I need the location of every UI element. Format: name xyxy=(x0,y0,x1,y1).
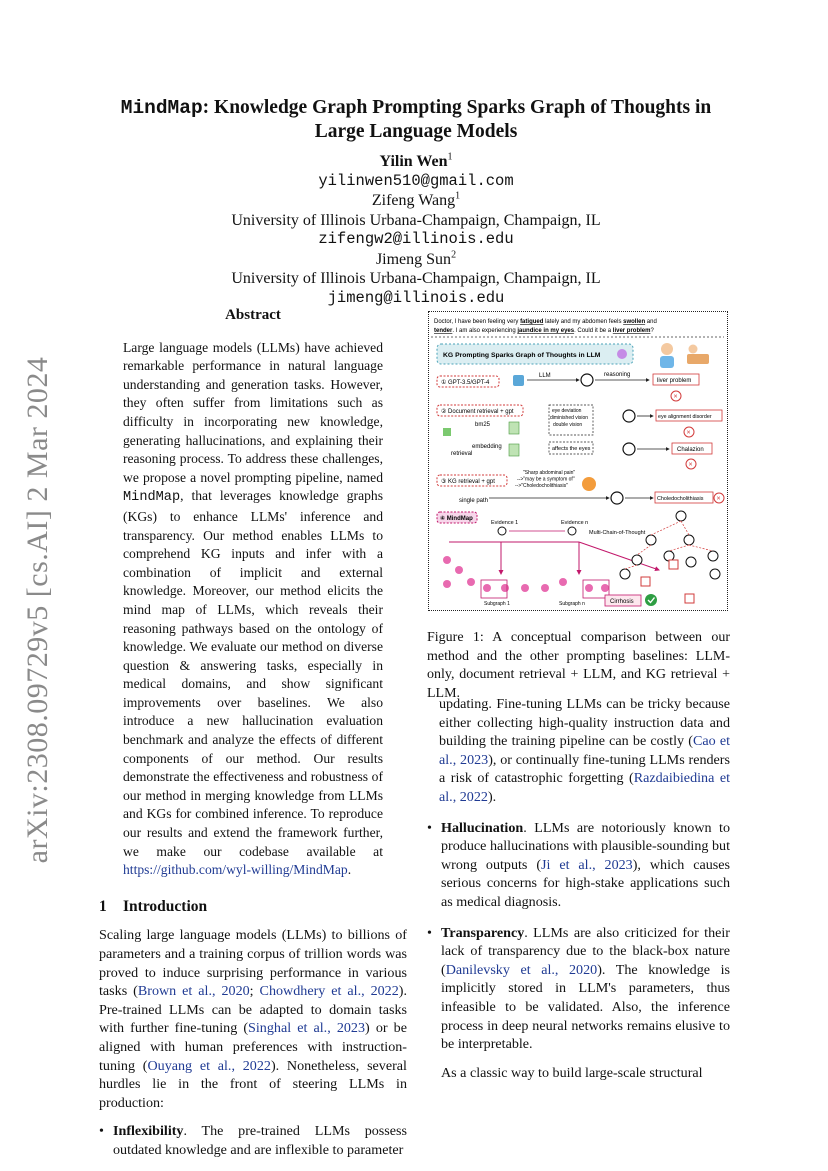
brain-icon xyxy=(617,349,627,359)
row2-label: ② Document retrieval + gpt xyxy=(441,409,514,415)
openai-icon xyxy=(623,443,635,455)
codebase-link[interactable]: https://github.com/wyl-willing/MindMap xyxy=(123,862,348,878)
abstract-body: Large language models (LLMs) have achieved remarkable performance in natural language understanding and generation tasks. However, they often suffer from limitations such as difficulty in incorporating new knowledge, generating hallucinations, and explaining their reasoning process. To address these challenges, we propose a novel prompting pipeline, named MindMap, that leverages knowledge graphs (KGs) to enhance LLMs' inference and transparency. Our method enables LLMs to comprehend KG inputs and infer with a combination of implicit and external knowledge. Moreover, our method elicits the mind map of LLMs, which reveals their reasoning pathways based on the ontology of knowledge. We evaluate our method on diverse question & answering tasks, especially in medical domains, and show significant improvements over baselines. We also introduce a new hallucination evaluation benchmark and analyze the effects of different components of our method. Our results demonstrate the effectiveness and robustness of our method in merging knowledge from LLMs and KGs for combined inference. To reproduce our results and extend the framework further, we make our codebase available at https://github.com/wyl-willing/MindMap. xyxy=(123,339,383,878)
check-box-icon xyxy=(669,560,678,569)
figure-caption: Figure 1: A conceptual comparison between our method and the other prompting baselines: LLM-only, document retrieval + LLM, and KG retrieval + LLM. xyxy=(427,630,730,701)
row3-answer: Choledocholithiasis xyxy=(657,496,704,502)
section-heading-introduction: 1 Introduction xyxy=(99,897,208,915)
subgraph-1: Subgraph 1 xyxy=(484,601,510,607)
svg-text:×: × xyxy=(686,429,691,437)
citation-link[interactable]: Razdaibiedina et al., 2022 xyxy=(439,770,730,805)
intro-paragraph: Scaling large language models (LLMs) to billions of parameters and a training corpus of trillion words was proved to induce surprising performance in various tasks (Brown et al., 2020; Chowdhery et al., 2022). Pre-trained LLMs can be adapted to domain tasks with further fine-tuning (Singhal et al., 2023) or be aligned with human preferences with instruction-tuning (Ouyang et al., 2022). Nonetheless, several hurdles lie in the front of steering LLMs in production: xyxy=(99,927,407,1111)
inflexibility-continuation: updating. Fine-tuning LLMs can be tricky because either collecting high-quality instruction data and building the training pipeline can be costly (Cao et al., 2023), or continually fine-tuning LLMs renders a risk of catastrophic forgetting (Razdaibiedina et al., 2022). xyxy=(439,696,730,805)
patient-question-cont: tender. I am also experiencing jaundice in my eyes. Could it be a liver problem? xyxy=(434,328,654,334)
citation-link[interactable]: Ouyang et al., 2022 xyxy=(147,1057,271,1074)
row2-answer1: eye alignment disorder xyxy=(658,414,712,420)
paragraph-start: As a classic way to build large-scale structural xyxy=(441,1064,703,1081)
row2-doc-text: eye deviation diminished vision double vision xyxy=(550,408,589,428)
row1-answer: liver problem xyxy=(657,378,692,384)
evidence-n: Evidence n xyxy=(561,520,589,526)
doctor-icon xyxy=(661,343,673,355)
author-email: jimeng@illinois.edu xyxy=(327,288,505,307)
author-email: zifengw2@illinois.edu xyxy=(318,230,514,248)
openai-icon xyxy=(581,374,593,386)
author-affiliation: University of Illinois Urbana-Champaign, Champaign, IL xyxy=(231,270,601,287)
citation-link[interactable]: Danilevsky et al., 2020 xyxy=(445,961,598,978)
author-name: Zifeng Wang$^1$ xyxy=(371,190,461,209)
kg-icon xyxy=(582,477,596,491)
paper-header xyxy=(100,96,732,308)
check-box-icon xyxy=(641,577,650,586)
check-box-icon xyxy=(685,594,694,603)
bullet-hallucination: • Hallucination. LLMs are notoriously known to produce hallucinations with plausible-sounding but wrong outputs (Ji et al., 2023), which causes serious concerns for high-stake applications such as medical diagnosis. xyxy=(427,819,730,910)
final-answer: Cirrhosis xyxy=(610,599,634,605)
title-rest: : Knowledge Graph Prompting Sparks Graph of Thoughts in Large Language Models xyxy=(202,97,712,142)
right-column xyxy=(427,695,730,1082)
author-name: Yilin Wen$^1$ xyxy=(379,151,453,170)
question-icon xyxy=(513,375,524,386)
row2-bm25: bm25 xyxy=(475,422,491,428)
arxiv-stamp xyxy=(18,356,58,864)
row3-single: single path xyxy=(459,498,489,504)
openai-icon xyxy=(611,492,623,504)
row2-embedding: embedding xyxy=(472,444,502,450)
row2-answer2: Chalazion xyxy=(677,447,704,453)
row1-label: ① GPT-3.5/GPT-4 xyxy=(441,380,490,386)
openai-icon xyxy=(623,410,635,422)
bullet-inflexibility: • Inflexibility. The pre-trained LLMs possess outdated knowledge and are inflexible to parameter xyxy=(99,1123,407,1158)
patient-bed-icon xyxy=(687,354,709,364)
row3-label: ③ KG retrieval + gpt xyxy=(441,479,495,485)
author-email: yilinwen510@gmail.com xyxy=(318,171,514,190)
correct-icon xyxy=(645,594,657,606)
author-affiliation: University of Illinois Urbana-Champaign, Champaign, IL xyxy=(231,211,601,229)
citation-link[interactable]: Singhal et al., 2023 xyxy=(248,1020,366,1037)
left-column xyxy=(99,306,407,1160)
figure-diagram xyxy=(429,312,726,609)
row1-llm: LLM xyxy=(539,373,551,379)
row1-reasoning: reasoning xyxy=(604,372,631,378)
abstract-heading: Abstract xyxy=(225,307,281,323)
author-name: Jimeng Sun$^2$ xyxy=(375,249,457,268)
citation-link[interactable]: Cao et al., 2023 xyxy=(439,733,730,768)
doc-icon xyxy=(443,428,451,436)
figure-1 xyxy=(428,311,728,611)
patient-question: Doctor, I have been feeling very fatigued lately and my abdomen feels swollen and xyxy=(434,319,657,325)
svg-text:×: × xyxy=(716,495,721,503)
row2-retrieval: retrieval xyxy=(451,451,473,457)
citation-link[interactable]: Brown et al., 2020 xyxy=(137,983,250,1000)
banner-title: KG Prompting Sparks Graph of Thoughts in LLM xyxy=(443,352,601,359)
row2-affects: affects the eyes xyxy=(552,446,591,452)
paper-title xyxy=(100,96,732,144)
multi-chain-of-thought: Multi-Chain-of-Thought xyxy=(589,530,646,536)
evidence-1: Evidence 1 xyxy=(491,520,519,526)
citation-link[interactable]: Chowdhery et al., 2022 xyxy=(259,983,399,1000)
title-method-name: MindMap xyxy=(120,97,203,119)
arxiv-identifier: arXiv:2308.09729v5 [cs.AI] 2 Mar 2024 xyxy=(21,356,54,864)
bullet-transparency: • Transparency. LLMs are also criticized for their lack of transparency due to the black-box nature (Danilevsky et al., 2020). The knowledge is implicitly stored in LLM's parameters, thus infeasible to be validated. Also, the inference process in deep neural networks remains elusive to be interpretable. xyxy=(427,924,731,1053)
row3-quote: "Sharp abdominal pain" -->"may be a symptom of" -->"Choledocholithiasis" xyxy=(515,470,576,489)
svg-text:×: × xyxy=(673,393,678,401)
row4-label: ④ MindMap xyxy=(440,516,473,522)
svg-text:×: × xyxy=(688,461,693,469)
subgraph-nodes xyxy=(443,556,609,592)
citation-link[interactable]: Ji et al., 2023 xyxy=(541,856,633,873)
subgraph-n: Subgraph n xyxy=(559,601,585,607)
